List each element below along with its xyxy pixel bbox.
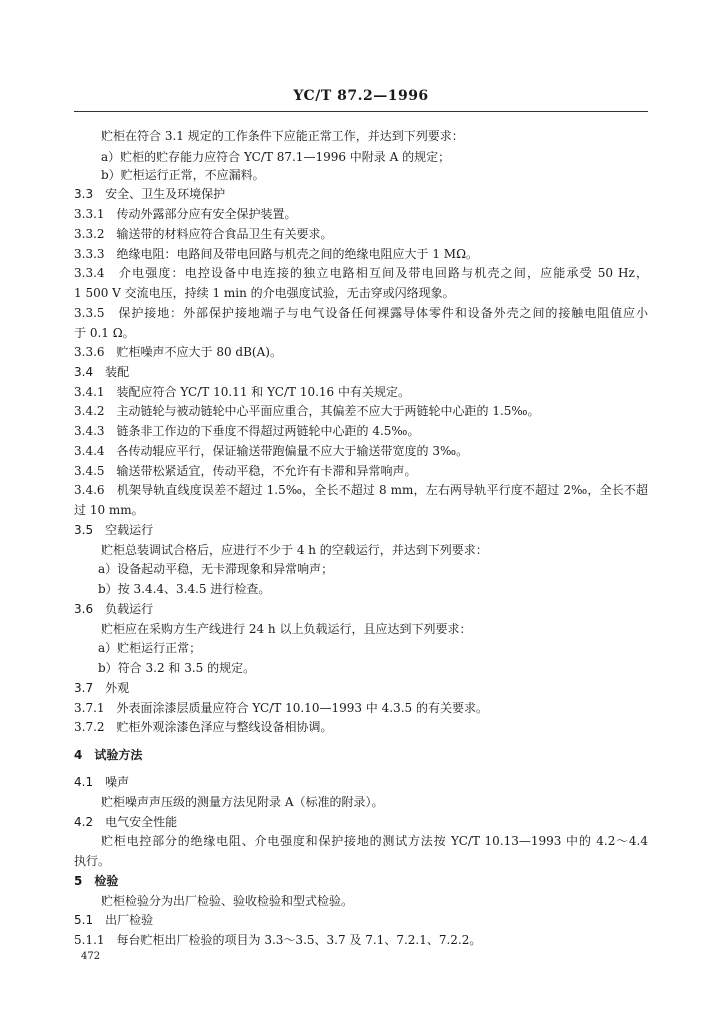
clause: 3.3.2 输送带的材料应符合食品卫生有关要求。: [74, 227, 333, 241]
page-number: 472: [81, 951, 101, 962]
page-header: YC/T 87.2—1996: [293, 88, 429, 104]
clause: 3.3.1 传动外露部分应有安全保护装置。: [74, 207, 297, 221]
body-line: 贮柜噪声声压级的测量方法见附录 A（标准的附录）。: [101, 795, 384, 809]
clause: 3.4.1 装配应符合 YC/T 10.11 和 YC/T 10.16 中有关规定。: [74, 385, 411, 399]
section-heading: 3.4 装配: [74, 365, 130, 379]
chapter-heading: 5 检验: [74, 874, 119, 888]
body-line: 贮柜检验分为出厂检验、验收检验和型式检验。: [101, 894, 354, 908]
list-item: a）设备起动平稳，无卡滞现象和异常响声；: [98, 562, 334, 576]
body-line: 贮柜在符合 3.1 规定的工作条件下应能正常工作，并达到下列要求：: [101, 129, 464, 143]
clause: 5.1.1 每台贮柜出厂检验的项目为 3.3～3.5、3.7 及 7.1、7.2.1、7.2.2。: [74, 933, 482, 947]
list-item: a）贮柜运行正常；: [98, 641, 202, 655]
list-item: b）按 3.4.4、3.4.5 进行检查。: [98, 582, 271, 596]
section-heading: 3.6 负载运行: [74, 602, 154, 616]
body-line-continuation: 执行。: [74, 854, 111, 868]
body-line: 贮柜电控部分的绝缘电阻、介电强度和保护接地的测试方法按 YC/T 10.13—1993 中的 4.2～4.4: [101, 834, 648, 848]
body-line: 贮柜应在采购方生产线进行 24 h 以上负载运行，且应达到下列要求：: [101, 622, 472, 636]
clause: 3.3.6 贮柜噪声不应大于 80 dB(A)。: [74, 345, 282, 359]
clause: 3.4.2 主动链轮与被动链轮中心平面应重合，其偏差不应大于两链轮中心距的 1.5‰。: [74, 404, 540, 418]
clause: 3.4.4 各传动辊应平行，保证输送带跑偏量不应大于输送带宽度的 3‰。: [74, 444, 469, 458]
clause: 3.4.5 输送带松紧适宜，传动平稳，不允许有卡滞和异常响声。: [74, 464, 417, 478]
chapter-heading: 4 试验方法: [74, 748, 143, 762]
body-line: 贮柜总装调试合格后，应进行不少于 4 h 的空载运行，并达到下列要求：: [101, 543, 488, 557]
section-heading: 5.1 出厂检验: [74, 913, 154, 927]
list-item: b）符合 3.2 和 3.5 的规定。: [98, 661, 256, 675]
section-heading: 3.7 外观: [74, 681, 130, 695]
section-heading: 4.2 电气安全性能: [74, 815, 178, 829]
list-item: b）贮柜运行正常，不应漏料。: [101, 168, 265, 182]
section-heading: 3.3 安全、卫生及环境保护: [74, 187, 226, 201]
clause: 3.3.3 绝缘电阻：电路间及带电回路与机壳之间的绝缘电阻应大于 1 MΩ。: [74, 247, 479, 261]
section-heading: 4.1 噪声: [74, 775, 130, 789]
clause-continuation: 于 0.1 Ω。: [74, 326, 135, 340]
clause-continuation: 1 500 V 交流电压，持续 1 min 的介电强度试验，无击穿或闪络现象。: [74, 286, 455, 300]
list-item: a）贮柜的贮存能力应符合 YC/T 87.1—1996 中附录 A 的规定；: [101, 150, 451, 164]
clause-continuation: 过 10 mm。: [74, 503, 144, 517]
section-heading: 3.5 空载运行: [74, 523, 154, 537]
header-rule: [74, 111, 648, 112]
clause: 3.3.5 保护接地：外部保护接地端子与电气设备任何裸露导体零件和设备外壳之间的接触电阻值应小: [74, 306, 648, 320]
clause: 3.7.1 外表面涂漆层质量应符合 YC/T 10.10—1993 中 4.3.5 的有关要求。: [74, 701, 488, 715]
clause: 3.4.6 机架导轨直线度误差不超过 1.5‰，全长不超过 8 mm，左右两导轨平行度不超过 2‰，全长不超: [74, 483, 648, 497]
clause: 3.4.3 链条非工作边的下垂度不得超过两链轮中心距的 4.5‰。: [74, 424, 420, 438]
clause: 3.7.2 贮柜外观涂漆色泽应与整线设备相协调。: [74, 720, 333, 734]
clause: 3.3.4 介电强度：电控设备中电连接的独立电路相互间及带电回路与机壳之间，应能承受 50 Hz，: [74, 266, 648, 280]
